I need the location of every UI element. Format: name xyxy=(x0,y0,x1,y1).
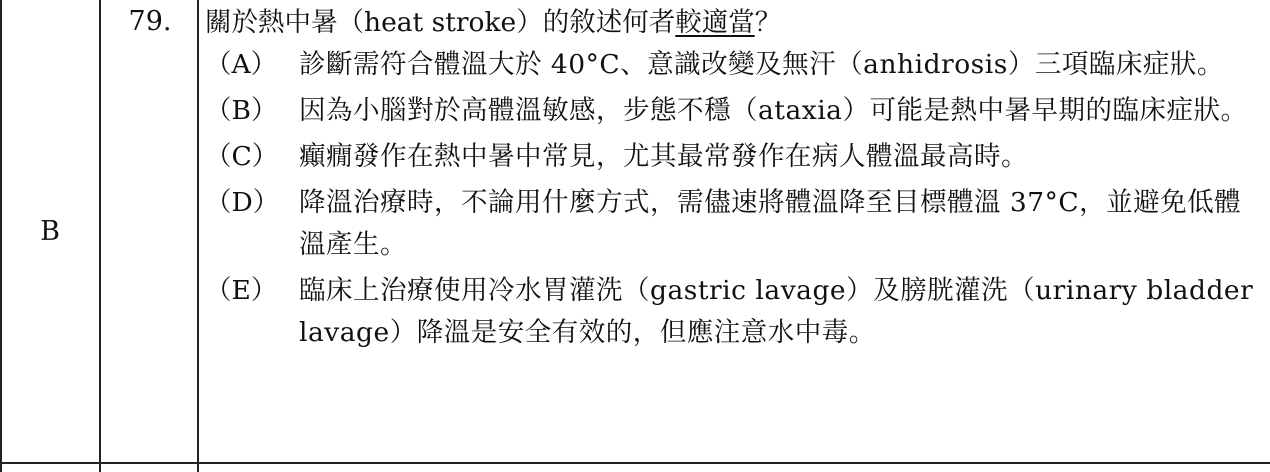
option-label: （D） xyxy=(205,187,280,218)
option-text: 因為小腦對於高體溫敏感，步態不穩（ataxia）可能是熱中暑早期的臨床症狀。 xyxy=(299,95,1248,126)
question-content xyxy=(205,2,1255,358)
stem-prefix: 關於熱中暑（heat stroke）的敘述何者 xyxy=(205,7,676,38)
option-a xyxy=(205,44,1255,86)
table-divider-2 xyxy=(197,0,199,472)
option-b xyxy=(205,90,1255,132)
stem-suffix: ？ xyxy=(754,7,782,38)
question-number: 79. xyxy=(128,6,172,37)
stem-emphasis: 較適當 xyxy=(675,7,755,38)
option-e xyxy=(205,270,1255,354)
question-stem xyxy=(205,2,1255,44)
option-text: 降溫治療時，不論用什麼方式，需儘速將體溫降至目標體溫 37°C，並避免低體溫產生。 xyxy=(299,187,1242,260)
option-label: （E） xyxy=(205,275,278,306)
option-d xyxy=(205,182,1255,266)
option-text: 癲癇發作在熱中暑中常見，尤其最常發作在病人體溫最高時。 xyxy=(299,141,1028,172)
option-label: （B） xyxy=(205,95,278,126)
answer-cell: B xyxy=(40,216,60,247)
option-label: （C） xyxy=(205,141,279,172)
option-c xyxy=(205,136,1255,178)
table-row-border xyxy=(0,462,1270,464)
option-text: 診斷需符合體溫大於 40°C、意識改變及無汗（anhidrosis）三項臨床症狀。 xyxy=(299,49,1224,80)
option-text: 臨床上治療使用冷水胃灌洗（gastric lavage）及膀胱灌洗（urinary bladder lavage）降溫是安全有效的，但應注意水中毒。 xyxy=(299,275,1254,348)
option-label: （A） xyxy=(205,49,278,80)
